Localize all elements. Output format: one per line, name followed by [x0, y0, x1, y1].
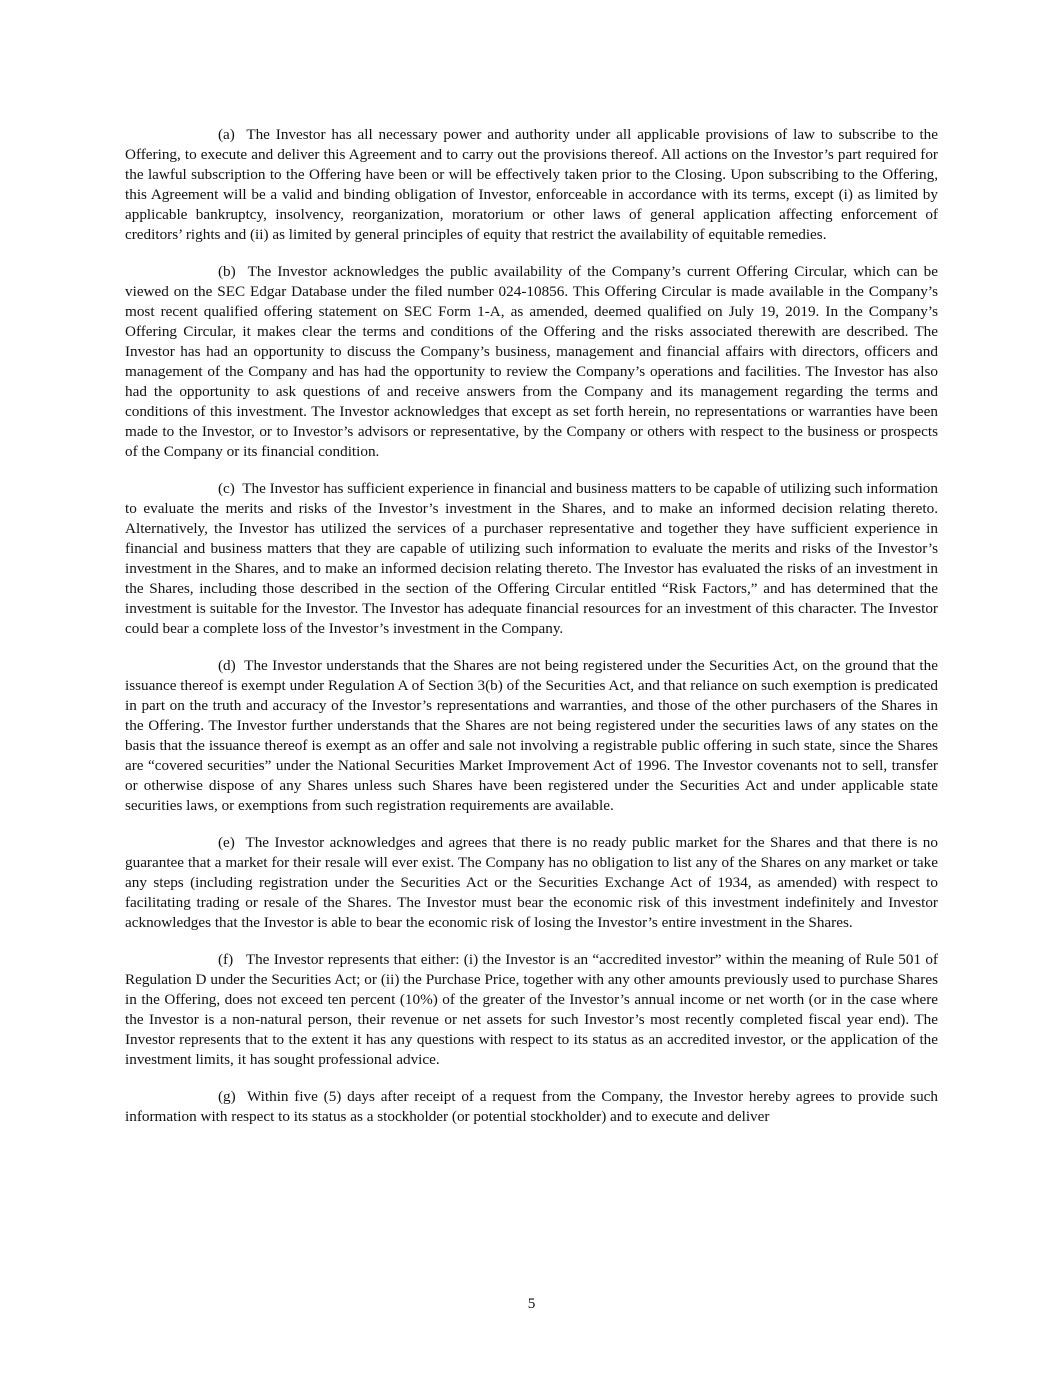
paragraph-f	[125, 950, 938, 1070]
paragraph-b	[125, 262, 938, 462]
paragraph-label: (c)	[218, 480, 235, 497]
paragraph-label: (a)	[218, 126, 235, 143]
paragraph-label: (d)	[218, 657, 236, 674]
page-number: 5	[527, 1295, 536, 1312]
paragraph-text: The Investor has sufficient experience in financial and business matters to be capable of utilizing such information to evaluate the merits and risks of the Investor’s investment in the Shares, and to make an informed decision relating thereto. Alternatively, the Investor has utilized the services of a purchaser representative and together they have sufficient experience in financial and business matters that they are capable of utilizing such information to evaluate the merits and risks of the Investor’s investment in the Shares, and to make an informed decision relating thereto. The Investor has evaluated the risks of an investment in the Shares, including those described in the section of the Offering Circular entitled “Risk Factors,” and has determined that the investment is suitable for the Investor. The Investor has adequate financial resources for an investment of this character. The Investor could bear a complete loss of the Investor’s investment in the Company.	[125, 480, 938, 637]
paragraph-g	[125, 1087, 938, 1127]
paragraph-a	[125, 125, 938, 245]
paragraph-e	[125, 833, 938, 933]
paragraph-label: (f)	[218, 951, 234, 968]
paragraph-d	[125, 656, 938, 816]
paragraph-label: (g)	[218, 1088, 236, 1105]
paragraph-text: The Investor represents that either: (i) the Investor is an “accredited investor” within the meaning of Rule 501 of Regulation D under the Securities Act; or (ii) the Purchase Price, together with any other amounts previously used to purchase Shares in the Offering, does not exceed ten percent (10%) of the greater of the Investor’s annual income or net worth (or in the case where the Investor is a non-natural person, their revenue or net assets for such Investor’s most recently completed fiscal year end). The Investor represents that to the extent it has any questions with respect to its status as an accredited investor, or the application of the investment limits, it has sought professional advice.	[125, 951, 938, 1068]
paragraph-c	[125, 479, 938, 639]
paragraph-text: The Investor has all necessary power and authority under all applicable provisions of law to subscribe to the Offering, to execute and deliver this Agreement and to carry out the provisions thereof. All actions on the Investor’s part required for the lawful subscription to the Offering have been or will be effectively taken prior to the Closing. Upon subscribing to the Offering, this Agreement will be a valid and binding obligation of Investor, enforceable in accordance with its terms, except (i) as limited by applicable bankruptcy, insolvency, reorganization, moratorium or other laws of general application affecting enforcement of creditors’ rights and (ii) as limited by general principles of equity that restrict the availability of equitable remedies.	[125, 126, 938, 243]
paragraph-text: The Investor understands that the Shares are not being registered under the Securities Act, on the ground that the issuance thereof is exempt under Regulation A of Section 3(b) of the Securities Act, and that reliance on such exemption is predicated in part on the truth and accuracy of the Investor’s representations and warranties, and those of the other purchasers of the Shares in the Offering. The Investor further understands that the Shares are not being registered under the securities laws of any states on the basis that the issuance thereof is exempt as an offer and sale not involving a registrable public offering in such state, since the Shares are “covered securities” under the National Securities Market Improvement Act of 1996. The Investor covenants not to sell, transfer or otherwise dispose of any Shares unless such Shares have been registered under the Securities Act and under applicable state securities laws, or exemptions from such registration requirements are available.	[125, 657, 938, 814]
paragraph-label: (b)	[218, 263, 236, 280]
document-body	[125, 125, 938, 1144]
paragraph-text: Within five (5) days after receipt of a request from the Company, the Investor hereby agrees to provide such information with respect to its status as a stockholder (or potential stockholder) and to execute and deliver	[125, 1088, 938, 1125]
paragraph-label: (e)	[218, 834, 235, 851]
paragraph-text: The Investor acknowledges and agrees that there is no ready public market for the Shares and that there is no guarantee that a market for their resale will ever exist. The Company has no obligation to list any of the Shares on any market or take any steps (including registration under the Securities Act or the Securities Exchange Act of 1934, as amended) with respect to facilitating trading or resale of the Shares. The Investor must bear the economic risk of this investment indefinitely and Investor acknowledges that the Investor is able to bear the economic risk of losing the Investor’s entire investment in the Shares.	[125, 834, 938, 931]
paragraph-text: The Investor acknowledges the public availability of the Company’s current Offering Circular, which can be viewed on the SEC Edgar Database under the filed number 024-10856. This Offering Circular is made available in the Company’s most recent qualified offering statement on SEC Form 1-A, as amended, deemed qualified on July 19, 2019. In the Company’s Offering Circular, it makes clear the terms and conditions of the Offering and the risks associated therewith are described. The Investor has had an opportunity to discuss the Company’s business, management and financial affairs with directors, officers and management of the Company and has had the opportunity to review the Company’s operations and facilities. The Investor has also had the opportunity to ask questions of and receive answers from the Company and its management regarding the terms and conditions of this investment. The Investor acknowledges that except as set forth herein, no representations or warranties have been made to the Investor, or to Investor’s advisors or representative, by the Company or others with respect to the business or prospects of the Company or its financial condition.	[125, 263, 938, 460]
